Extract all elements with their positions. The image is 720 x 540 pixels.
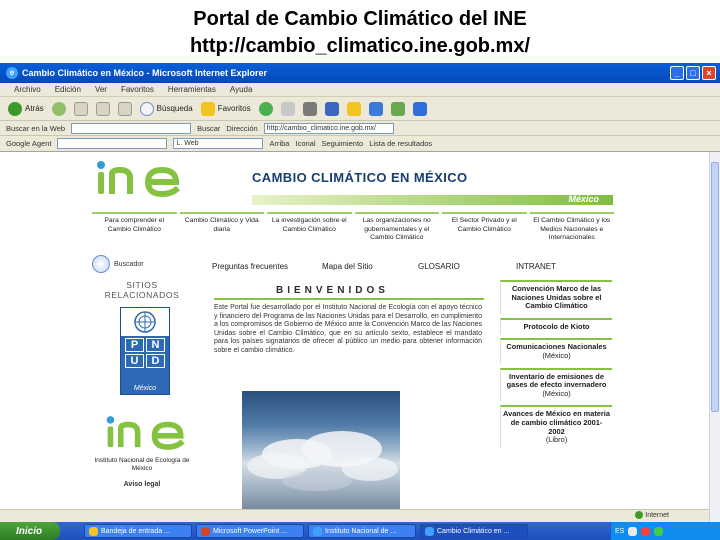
rbox-sub: (México) — [542, 388, 571, 398]
pnud-letters — [125, 338, 165, 368]
banner-title: CAMBIO CLIMÁTICO EN MÉXICO — [252, 170, 468, 185]
google-toolbar — [0, 136, 720, 152]
messenger-icon[interactable] — [369, 102, 383, 116]
link-preguntas[interactable]: Preguntas frecuentes — [212, 262, 289, 271]
mexico-band — [252, 195, 613, 205]
sitios-line1: SITIOS — [126, 280, 158, 290]
google-search-input[interactable] — [57, 138, 167, 149]
buscador-label: Buscador — [114, 260, 144, 268]
rbox-title: Convención Marco de las Naciones Unidas sobre el Cambio Climático — [511, 284, 602, 311]
nav-cell-ong[interactable]: Las organizaciones no gubernamentales y el Cambio Climático — [355, 212, 440, 248]
aviso-legal-link[interactable]: Aviso legal — [123, 481, 161, 488]
search-icon — [140, 102, 154, 116]
tray-icon[interactable] — [654, 527, 663, 536]
history-icon[interactable] — [259, 102, 273, 116]
task-outlook[interactable] — [84, 524, 192, 538]
language-indicator[interactable]: ES — [615, 527, 625, 535]
search-label: Búsqueda — [156, 104, 193, 113]
pnud-logo[interactable] — [120, 307, 170, 395]
address-label: Dirección — [226, 123, 258, 133]
ie-logo-icon: e — [6, 67, 18, 79]
start-label: Inicio — [16, 525, 43, 537]
resultados-button[interactable]: Lista de resultados — [369, 139, 433, 148]
pnud-letter: N — [146, 338, 165, 352]
zone-label: Internet — [645, 511, 669, 519]
welcome-heading: BIENVENIDOS — [276, 285, 389, 296]
ine-logo[interactable] — [92, 158, 188, 200]
link-glosario[interactable]: GLOSARIO — [418, 262, 460, 271]
tray-icon[interactable] — [628, 527, 637, 536]
link-convencion-marco[interactable] — [500, 280, 612, 314]
band-label: México — [568, 194, 599, 204]
ie-icon — [425, 527, 434, 536]
google-scope-select[interactable]: L. Web — [173, 138, 263, 149]
pnud-mexico-label: México — [133, 385, 157, 392]
link-kioto[interactable] — [500, 318, 612, 335]
standard-toolbar — [0, 97, 720, 121]
google-agent-label: Google Agent — [6, 139, 52, 148]
address-input[interactable]: http://cambio_climatico.ine.gob.mx/ — [264, 123, 394, 134]
taskbar — [0, 522, 720, 540]
outlook-icon — [89, 527, 98, 536]
stop-icon[interactable] — [74, 102, 88, 116]
slide-title-line1: Portal de Cambio Climático del INE — [193, 8, 527, 30]
ine-small-caption: Instituto Nacional de Ecología de México — [94, 457, 190, 472]
menu-bar — [0, 83, 720, 97]
minimize-button[interactable]: _ — [670, 66, 684, 80]
refresh-icon[interactable] — [96, 102, 110, 116]
ie-icon — [313, 527, 322, 536]
nav-cell-vida-diaria[interactable]: Cambio Climático y Vida diaria — [180, 212, 265, 248]
ine-small-logo[interactable] — [102, 412, 192, 454]
link-mapa[interactable]: Mapa del Sitio — [322, 262, 373, 271]
powerpoint-icon — [201, 527, 210, 536]
word-icon[interactable] — [325, 102, 339, 116]
back-button[interactable] — [8, 102, 44, 116]
page-viewport — [0, 152, 709, 522]
scroll-thumb[interactable] — [711, 162, 719, 412]
start-button[interactable] — [0, 522, 60, 540]
task-label: Cambio Climático en ... — [437, 527, 510, 535]
link-avances[interactable] — [500, 405, 612, 447]
arriba-button[interactable]: Arriba — [269, 139, 290, 148]
back-label: Atrás — [25, 104, 44, 113]
research-icon[interactable] — [413, 102, 427, 116]
menu-herramientas[interactable]: Herramientas — [167, 85, 216, 94]
link-inventario[interactable] — [500, 368, 612, 402]
nav-cell-investigacion[interactable]: La investigación sobre el Cambio Climático — [267, 212, 352, 248]
welcome-rule — [214, 298, 484, 300]
menu-archivo[interactable]: Archivo — [14, 85, 41, 94]
nav-cell-comprender[interactable]: Para comprender el Cambio Climático — [92, 212, 177, 248]
window-controls — [670, 66, 716, 80]
globe-icon — [635, 511, 643, 519]
magnifier-icon — [92, 255, 110, 273]
window-title: Cambio Climático en México - Microsoft Internet Explorer — [22, 68, 268, 78]
rbox-title: Inventario de emisiones de gases de efecto invernadero — [506, 371, 607, 390]
maximize-button[interactable]: □ — [686, 66, 700, 80]
right-links-column — [500, 280, 612, 452]
seguimiento-button[interactable]: Seguimiento — [321, 139, 364, 148]
task-label: Microsoft PowerPoint ... — [213, 527, 287, 535]
task-ine-ie[interactable] — [308, 524, 416, 538]
task-label: Instituto Nacional de ... — [325, 527, 397, 535]
window-titlebar — [0, 63, 720, 83]
browser-screenshot — [0, 63, 720, 540]
folder-icon[interactable] — [347, 102, 361, 116]
rbox-title: Avances de México en materia de cambio climático 2001-2002 — [503, 409, 610, 436]
home-icon[interactable] — [118, 102, 132, 116]
rbox-title: Comunicaciones Nacionales — [506, 342, 607, 352]
pnud-letter: P — [125, 338, 144, 352]
mail-icon[interactable] — [281, 102, 295, 116]
search-button[interactable] — [140, 102, 193, 116]
menu-ayuda[interactable]: Ayuda — [229, 85, 253, 94]
rbox-sub: (Libro) — [545, 435, 568, 445]
internet-zone — [635, 511, 669, 519]
web-search-button[interactable]: Buscar — [197, 123, 221, 133]
section-nav — [92, 212, 614, 248]
web-search-label: Buscar en la Web — [6, 123, 66, 133]
system-tray — [610, 522, 720, 540]
search-toolbar — [0, 121, 720, 136]
favorites-button[interactable] — [201, 102, 251, 116]
pnud-letter: U — [125, 354, 144, 368]
slide-title — [0, 6, 720, 60]
link-comunicaciones[interactable] — [500, 338, 612, 363]
menu-edicion[interactable]: Edición — [54, 85, 81, 94]
nav-cell-medios[interactable]: El Cambio Climático y los Medios Nacionales e Internacionales — [530, 212, 615, 248]
slide-title-line2: http://cambio_climatico.ine.gob.mx/ — [189, 35, 531, 57]
clouds-photo — [242, 391, 400, 522]
cloud-shape — [282, 471, 352, 491]
tray-icon[interactable] — [641, 527, 650, 536]
menu-favoritos[interactable]: Favoritos — [120, 85, 154, 94]
site-search[interactable] — [92, 255, 144, 273]
un-emblem — [121, 308, 169, 336]
vertical-scrollbar[interactable] — [709, 152, 720, 522]
link-intranet[interactable]: INTRANET — [516, 262, 556, 271]
related-sites-heading — [92, 280, 192, 300]
iconal-button[interactable]: Iconal — [295, 139, 316, 148]
rbox-title: Protocolo de Kioto — [523, 321, 590, 331]
sitios-line2: RELACIONADOS — [104, 290, 180, 300]
star-icon — [201, 102, 215, 116]
pnud-letter: D — [146, 354, 165, 368]
status-bar — [0, 509, 709, 522]
web-search-input[interactable] — [71, 123, 191, 134]
favorites-label: Favoritos — [217, 104, 251, 113]
task-powerpoint[interactable] — [196, 524, 304, 538]
print-icon[interactable] — [303, 102, 317, 116]
back-arrow-icon — [8, 102, 22, 116]
forward-arrow-icon[interactable] — [52, 102, 66, 116]
close-button[interactable]: × — [702, 66, 716, 80]
rbox-sub: (México) — [542, 350, 571, 360]
welcome-text: Este Portal fue desarrollado por el Instituto Nacional de Ecología con el apoyo técnico y financiero del Programa de las Naciones Unidas para el Desarrollo, en cumplimiento a los compromisos de Gobierno de México ante la Convención Marco de las Naciones Unidas sobre el Cambio Climático, que en su artículo sexto, establece el mandato para los países signatarios de ofrecer al público un medio para obtener información sobre el cambio climático. — [214, 304, 482, 354]
un-globe-icon — [133, 310, 157, 334]
menu-ver[interactable]: Ver — [94, 85, 107, 94]
discuss-icon[interactable] — [391, 102, 405, 116]
nav-cell-sector-privado[interactable]: El Sector Privado y el Cambio Climático — [442, 212, 527, 248]
task-label: Bandeja de entrada ... — [101, 527, 170, 535]
task-cambio-ie[interactable] — [420, 524, 528, 538]
